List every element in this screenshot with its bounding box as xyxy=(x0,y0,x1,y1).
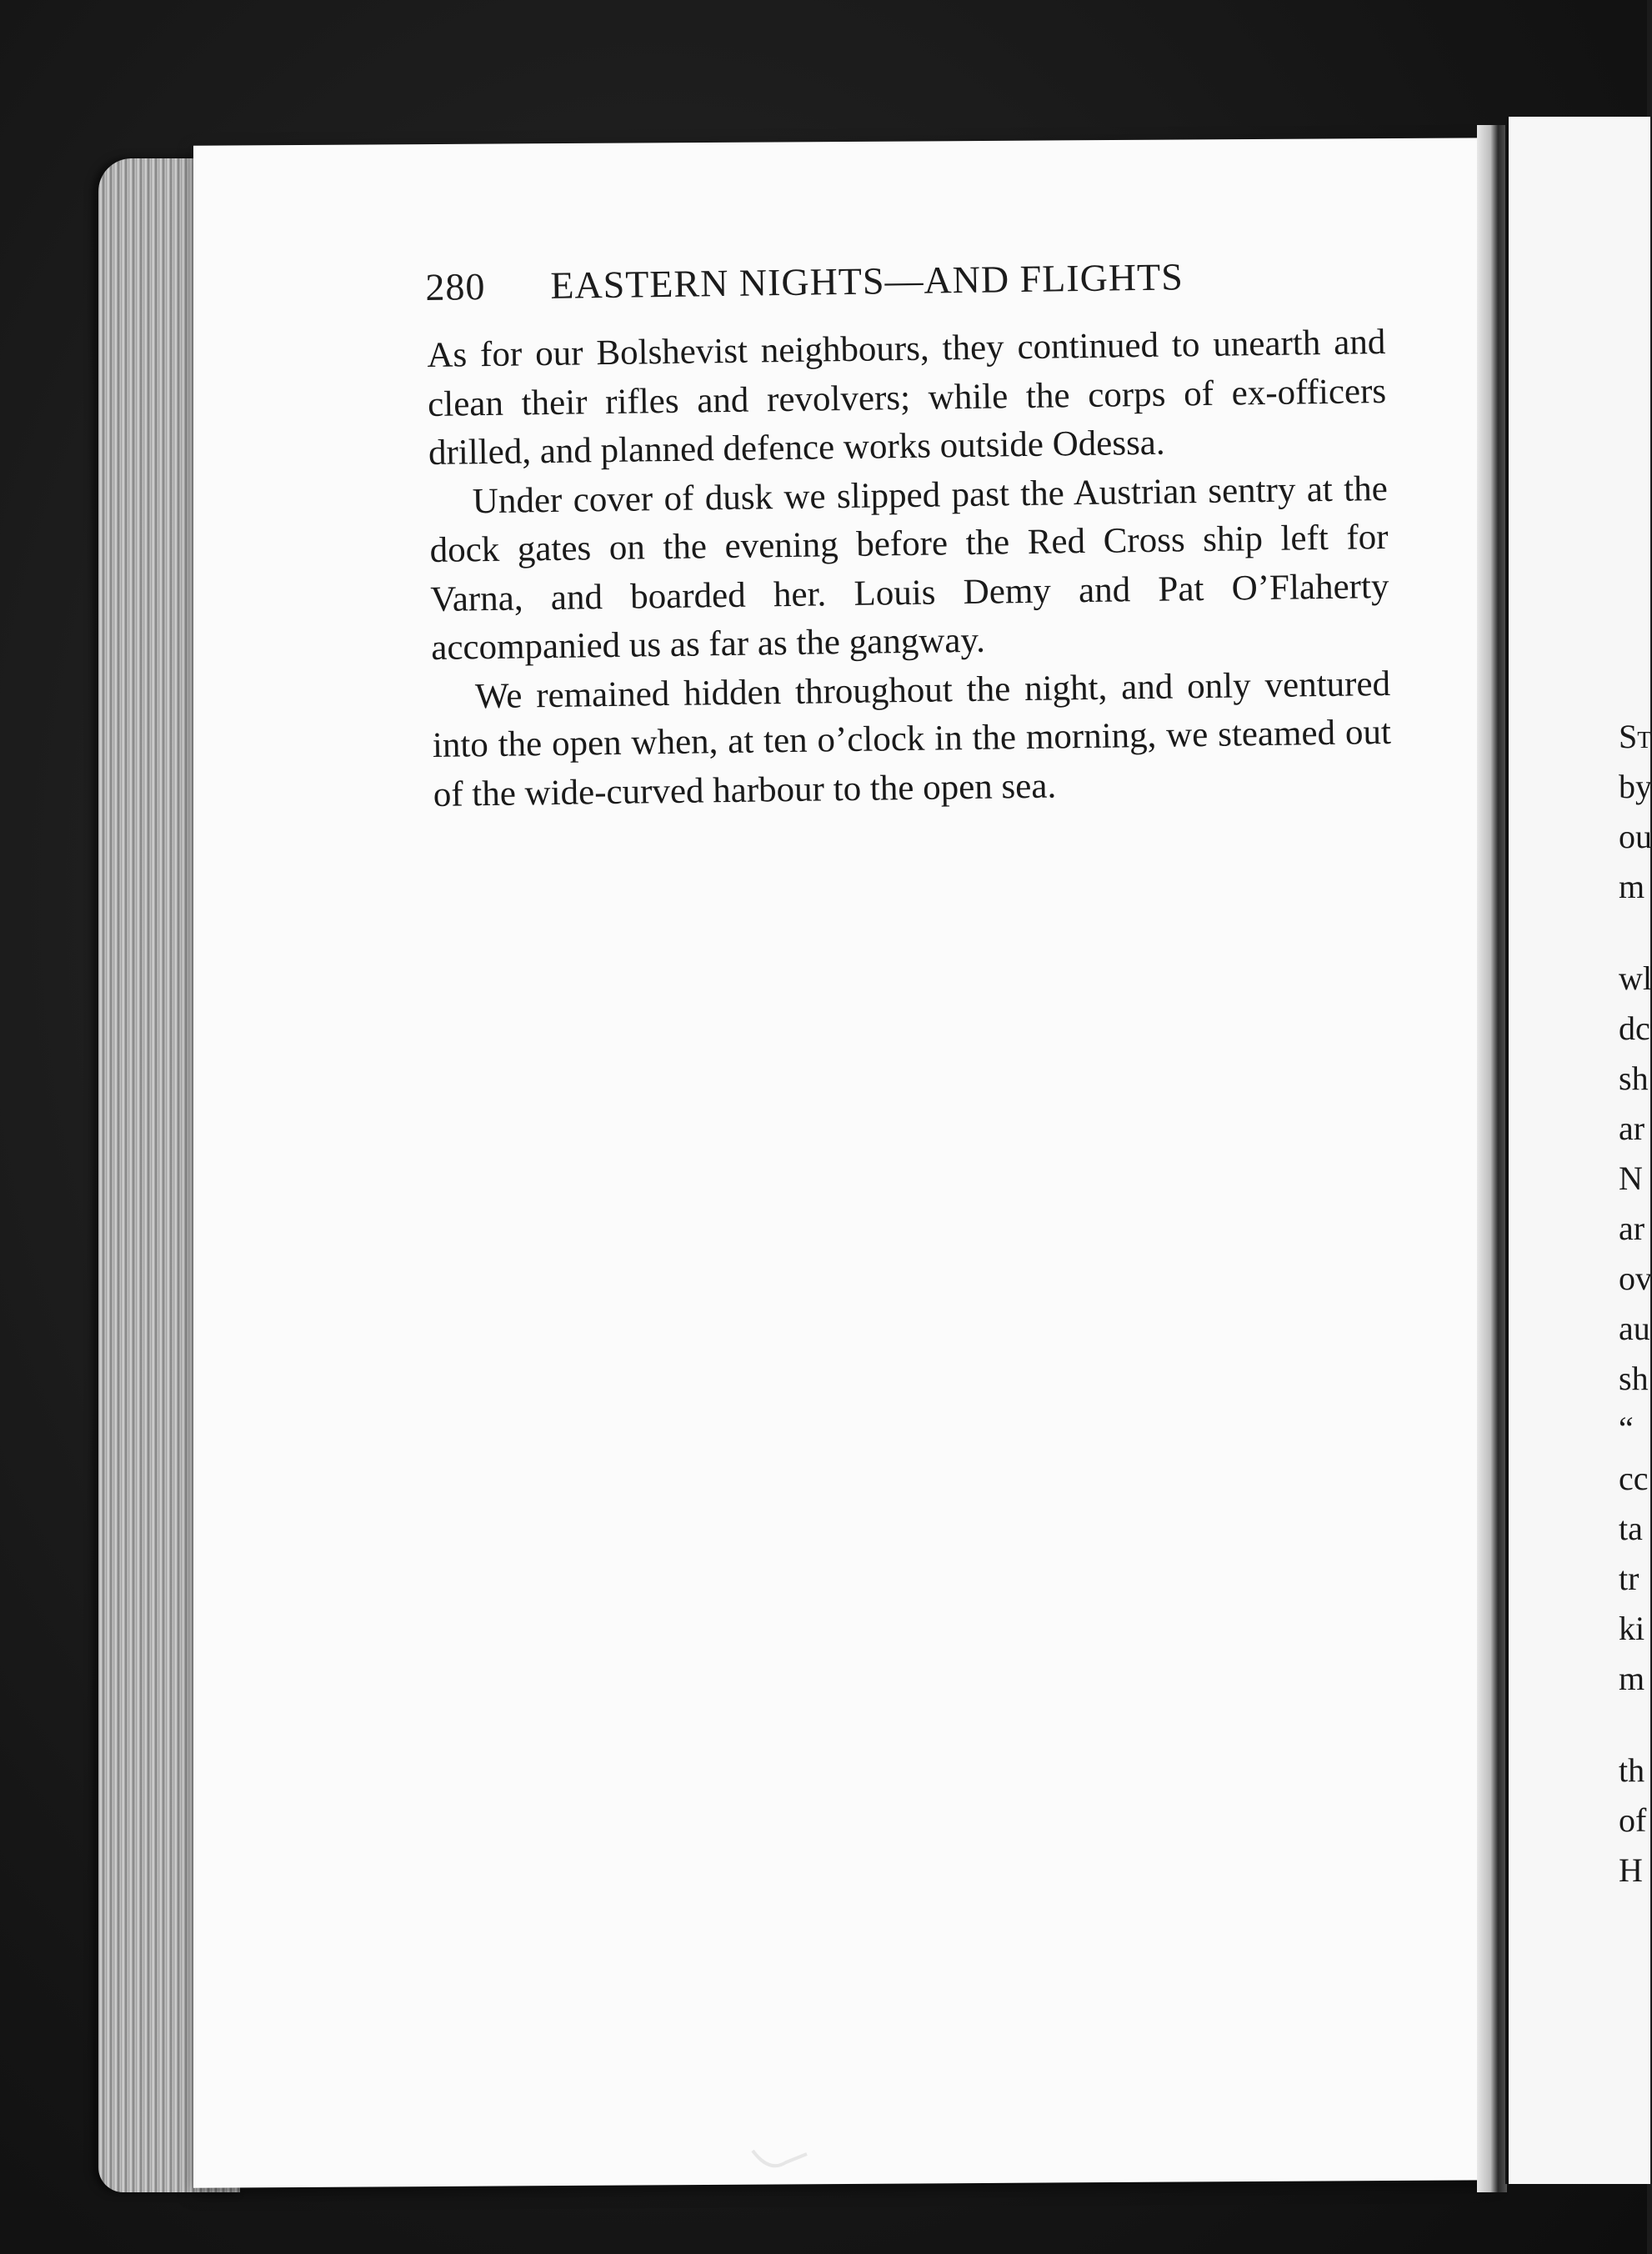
fragment-line: of xyxy=(1619,1801,1647,1839)
fragment-line: sh xyxy=(1619,1360,1649,1397)
fragment-line: th xyxy=(1619,1751,1645,1789)
fragment-line: wl xyxy=(1619,959,1652,997)
fragment-line: tr xyxy=(1619,1560,1639,1597)
fragment-line: dc xyxy=(1619,1009,1650,1047)
scan-artifact-mark xyxy=(748,2144,815,2177)
book-gutter xyxy=(1477,125,1507,2192)
paragraph: As for our Bolshevist neighbours, they continued to unearth and clean their rifles and revolvers; while the corps of ex-officers drilled, and planned defence works outside Odessa. xyxy=(427,322,1387,473)
fragment-line: ar xyxy=(1619,1109,1645,1147)
fragment-line: sh xyxy=(1619,1059,1649,1097)
fragment-line: St xyxy=(1619,718,1652,755)
body-text xyxy=(427,318,1392,819)
page-number: 280 xyxy=(425,264,486,308)
fragment-line: m xyxy=(1619,1660,1645,1697)
fragment-line: au xyxy=(1619,1310,1650,1347)
paragraph: We remained hidden throughout the night, and only ventured into the open when, at ten o’clock in the morning, we steamed out of the wide-curved harbour to the open sea. xyxy=(432,664,1392,814)
fragment-line: H xyxy=(1619,1851,1643,1889)
paragraph: Under cover of dusk we slipped past the Austrian sentry at the dock gates on the evening before the Red Cross ship left for Varna, and boarded her. Louis Demy and Pat O’Flaherty accompanied us as far as the gangway. xyxy=(429,468,1389,668)
fragment-line: ov xyxy=(1619,1260,1652,1297)
fragment-line: cc xyxy=(1619,1460,1649,1497)
fragment-line: ta xyxy=(1619,1510,1643,1547)
fragment-line: N xyxy=(1619,1160,1643,1197)
fragment-line: ar xyxy=(1619,1210,1645,1247)
facing-page-text xyxy=(1619,0,1652,2254)
fragment-line: by xyxy=(1619,768,1652,805)
fragment-line: ki xyxy=(1619,1610,1645,1647)
fragment-line: ou xyxy=(1619,818,1652,855)
book-title: EASTERN NIGHTS—AND FLIGHTS xyxy=(549,255,1184,307)
fragment-line: “ xyxy=(1619,1410,1634,1447)
fragment-line: m xyxy=(1619,868,1645,905)
